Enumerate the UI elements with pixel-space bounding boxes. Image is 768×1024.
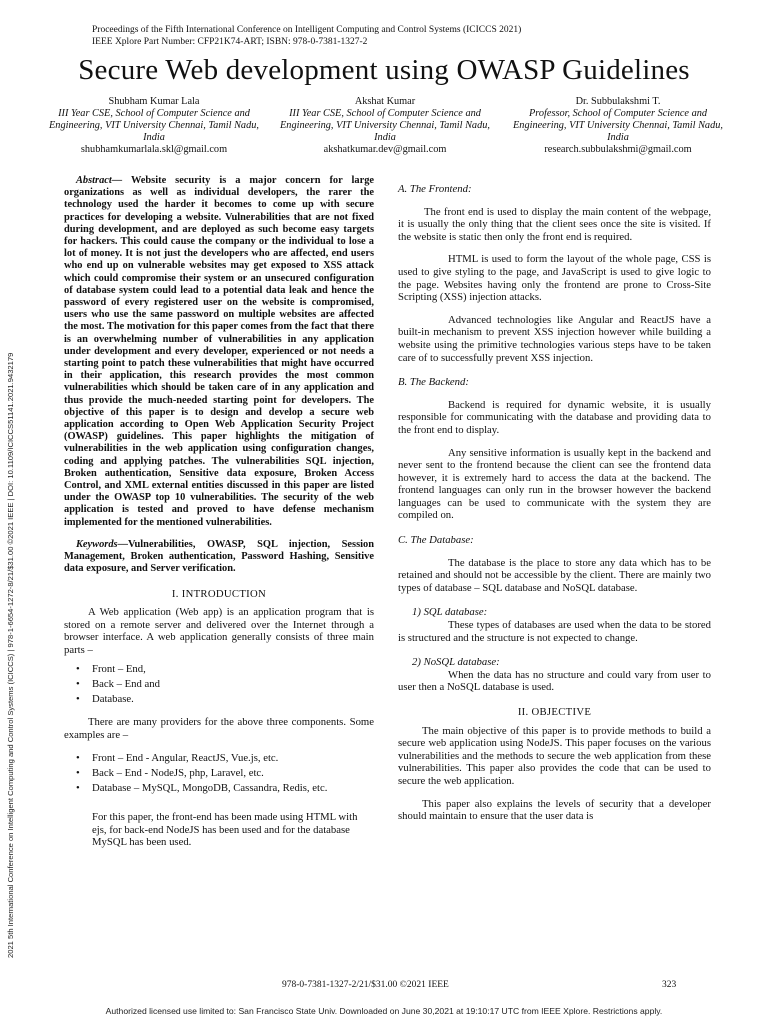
proceedings-line-2: IEEE Xplore Part Number: CFP21K74-ART; ISBN: 978-0-7381-1327-2 <box>92 37 368 47</box>
author-email: shubhamkumarlala.skl@gmail.com <box>80 144 228 155</box>
subsubsection-heading-nosql: 2) NoSQL database: <box>412 656 500 669</box>
objective-paragraph-1: The main objective of this paper is to provide methods to build a secure web application using NodeJS. This paper focuses on the various vulnerabilities and the methods to secure the web application from these vulnerabilities. This paper also provides the code that can be used to secure the web application. <box>398 724 711 787</box>
intro-paragraph-3: For this paper, the front-end has been made using HTML with ejs, for back-end NodeJS has been used and for the database MySQL has been used. <box>92 811 358 849</box>
parts-list <box>64 662 374 706</box>
list-item: • Database. <box>76 692 134 705</box>
bullet-icon: • <box>76 678 80 691</box>
database-paragraph-1: The database is the place to store any data which has to be retained and should not be accessible by the client. There are mainly two types of database – SQL database and NoSQL database. <box>398 556 711 594</box>
frontend-paragraph-3: Advanced technologies like Angular and ReactJS have a built-in mechanism to prevent XSS injection however while building a website using the primitive technologies various steps have to be taken care of to successfully prevent XSS injection. <box>398 313 711 364</box>
list-item: • Front – End, <box>76 663 146 676</box>
author-block-1 <box>44 96 264 156</box>
proceedings-line-1: Proceedings of the Fifth International Conference on Intelligent Computing and Control Systems (ICICCS 2021) <box>92 25 522 35</box>
author-name: Shubham Kumar Lala <box>108 96 200 107</box>
footer-reference: 978-0-7381-1327-2/21/$31.00 ©2021 IEEE <box>282 980 449 990</box>
bullet-icon: • <box>76 752 80 765</box>
backend-paragraph-2: Any sensitive information is usually kept in the backend and never sent to the frontend because the client can see the frontend data however, it is extremely hard to access the data at the backend. The frontend languages can only run in the browser however the backend languages can be used to communicate with the system they are compiled on. <box>398 446 711 522</box>
intro-paragraph-2: There are many providers for the above three components. Some examples are – <box>64 716 374 741</box>
subsubsection-heading-sql: 1) SQL database: <box>412 606 488 619</box>
author-email: akshatkumar.dev@gmail.com <box>323 144 447 155</box>
list-item: • Front – End - Angular, ReactJS, Vue.js, etc. <box>76 752 279 765</box>
section-heading-introduction: I. INTRODUCTION <box>171 587 267 600</box>
license-notice: Authorized licensed use limited to: San Francisco State Univ. Downloaded on June 30,2021 at 19:10:17 UTC from IEEE Xplore. Restrictions apply. <box>105 1006 663 1016</box>
keywords <box>64 539 374 576</box>
abstract-label: Abstract— <box>76 175 123 186</box>
list-item: • Back – End - NodeJS, php, Laravel, etc. <box>76 767 264 780</box>
keywords-label: Keywords— <box>76 538 128 550</box>
proceedings-header <box>92 24 521 48</box>
section-heading-objective: II. OBJECTIVE <box>517 706 592 718</box>
backend-paragraph-1: Backend is required for dynamic website, it is usually responsible for communicating with the database and providing data to the front end to display. <box>398 398 711 436</box>
paper-title: Secure Web development using OWASP Guidelines <box>78 54 690 86</box>
subsection-heading-backend: B. The Backend: <box>398 376 469 389</box>
bullet-icon: • <box>76 767 80 780</box>
examples-list <box>64 751 374 795</box>
author-affiliation: Professor, School of Computer Science and Engineering, VIT University Chennai, Tamil Nadu, India <box>513 108 723 143</box>
author-name: Akshat Kumar <box>354 96 416 107</box>
bullet-icon: • <box>76 781 80 794</box>
page-number: 323 <box>662 980 677 990</box>
abstract-text: Website security is a major concern for large organizations as well as individual developers, the rarer the technology used the harder it becomes to come up with secure practices for developing a website. Vulnerabilities that are not fixed during development, and are deployed as such become easy targets for hackers. This could cause the company or the individual to lose a lot of money. It is not just the developers who are affected, end users who end up on vulnerable websites may get exposed to XSS attack which could compromise their system or an unsecured configuration of database system could lead to a potential data leak and hence the password of every registered user on the website is compromised, users who use the same password on multiple websites are affected the most. The motivation for this paper comes from the fact that there is an overwhelming number of vulnerabilities in any application under development and every developer, experienced or not needs a starting point to patch these vulnerabilities that might have occurred in their application, this research provides the most common vulnerabilities which should be taken care of in any application and thus provide the much-needed starting point for developers. The objective of this paper is to design and develop a secure web application according to Open Web Application Security Project (OWASP) guidelines. This paper highlights the mitigation of vulnerabilities in the web application using configuration changes, coding and applying patches. The vulnerabilities SQL injection, Broken authentication, Sensitive data exposure, Broken Access Control, and XML external entities discussed in this paper are listed under the OWASP top 10 vulnerabilities. The security of the web application is tested and proved to have defense mechanism implemented for the mentioned vulnerabilities. <box>64 175 374 528</box>
author-name: Dr. Subbulakshmi T. <box>575 96 661 107</box>
frontend-paragraph-2: HTML is used to form the layout of the whole page, CSS is used to give styling to the page, and JavaScript is used to give logic to the page. Websites having only the frontend are prone to Cross-Site Scripting (XSS) injection attacks. <box>398 253 711 304</box>
author-affiliation: III Year CSE, School of Computer Science and Engineering, VIT University Chennai, Tamil Nadu, India <box>280 108 490 143</box>
subsection-heading-database: C. The Database: <box>398 534 474 547</box>
bullet-icon: • <box>76 692 80 705</box>
subsection-heading-frontend: A. The Frontend: <box>398 183 472 195</box>
author-block-3 <box>508 96 728 156</box>
keywords-text: Vulnerabilities, OWASP, SQL injection, Session Management, Broken authentication, Password Hashing, Sensitive data exposure, and Server verification. <box>64 538 374 575</box>
left-column <box>64 175 374 849</box>
right-column <box>398 175 711 823</box>
sql-paragraph: These types of databases are used when the data to be stored is structured and the structure is not expected to change. <box>398 619 711 644</box>
objective-paragraph-2: This paper also explains the levels of security that a developer should maintain to ensure that the user data is <box>398 797 711 823</box>
author-email: research.subbulakshmi@gmail.com <box>544 144 692 155</box>
doi-sidebar: 2021 5th International Conference on Intelligent Computing and Control Systems (ICICCS) | 978-1-6654-1272-8/21/$31.00 ©2021 IEEE | DOI: 10.1109/ICICCS51141.2021.9432179 <box>6 352 15 958</box>
abstract <box>64 175 374 529</box>
frontend-paragraph-1: The front end is used to display the main content of the webpage, it is usually the only thing that the client sees once the site is visited. If the website is static then only the front end is required. <box>398 205 711 243</box>
list-item: • Back – End and <box>76 678 160 691</box>
bullet-icon: • <box>76 663 80 676</box>
list-item: • Database – MySQL, MongoDB, Cassandra, Redis, etc. <box>76 781 328 794</box>
author-affiliation: III Year CSE, School of Computer Science and Engineering, VIT University Chennai, Tamil Nadu, India <box>49 108 259 143</box>
author-block-2 <box>275 96 495 156</box>
nosql-paragraph: When the data has no structure and could vary from user to user then a NoSQL database is used. <box>398 668 711 694</box>
intro-paragraph-1: A Web application (Web app) is an application program that is stored on a remote server and delivered over the Internet through a browser interface. A web application generally consists of three main parts – <box>64 606 374 656</box>
